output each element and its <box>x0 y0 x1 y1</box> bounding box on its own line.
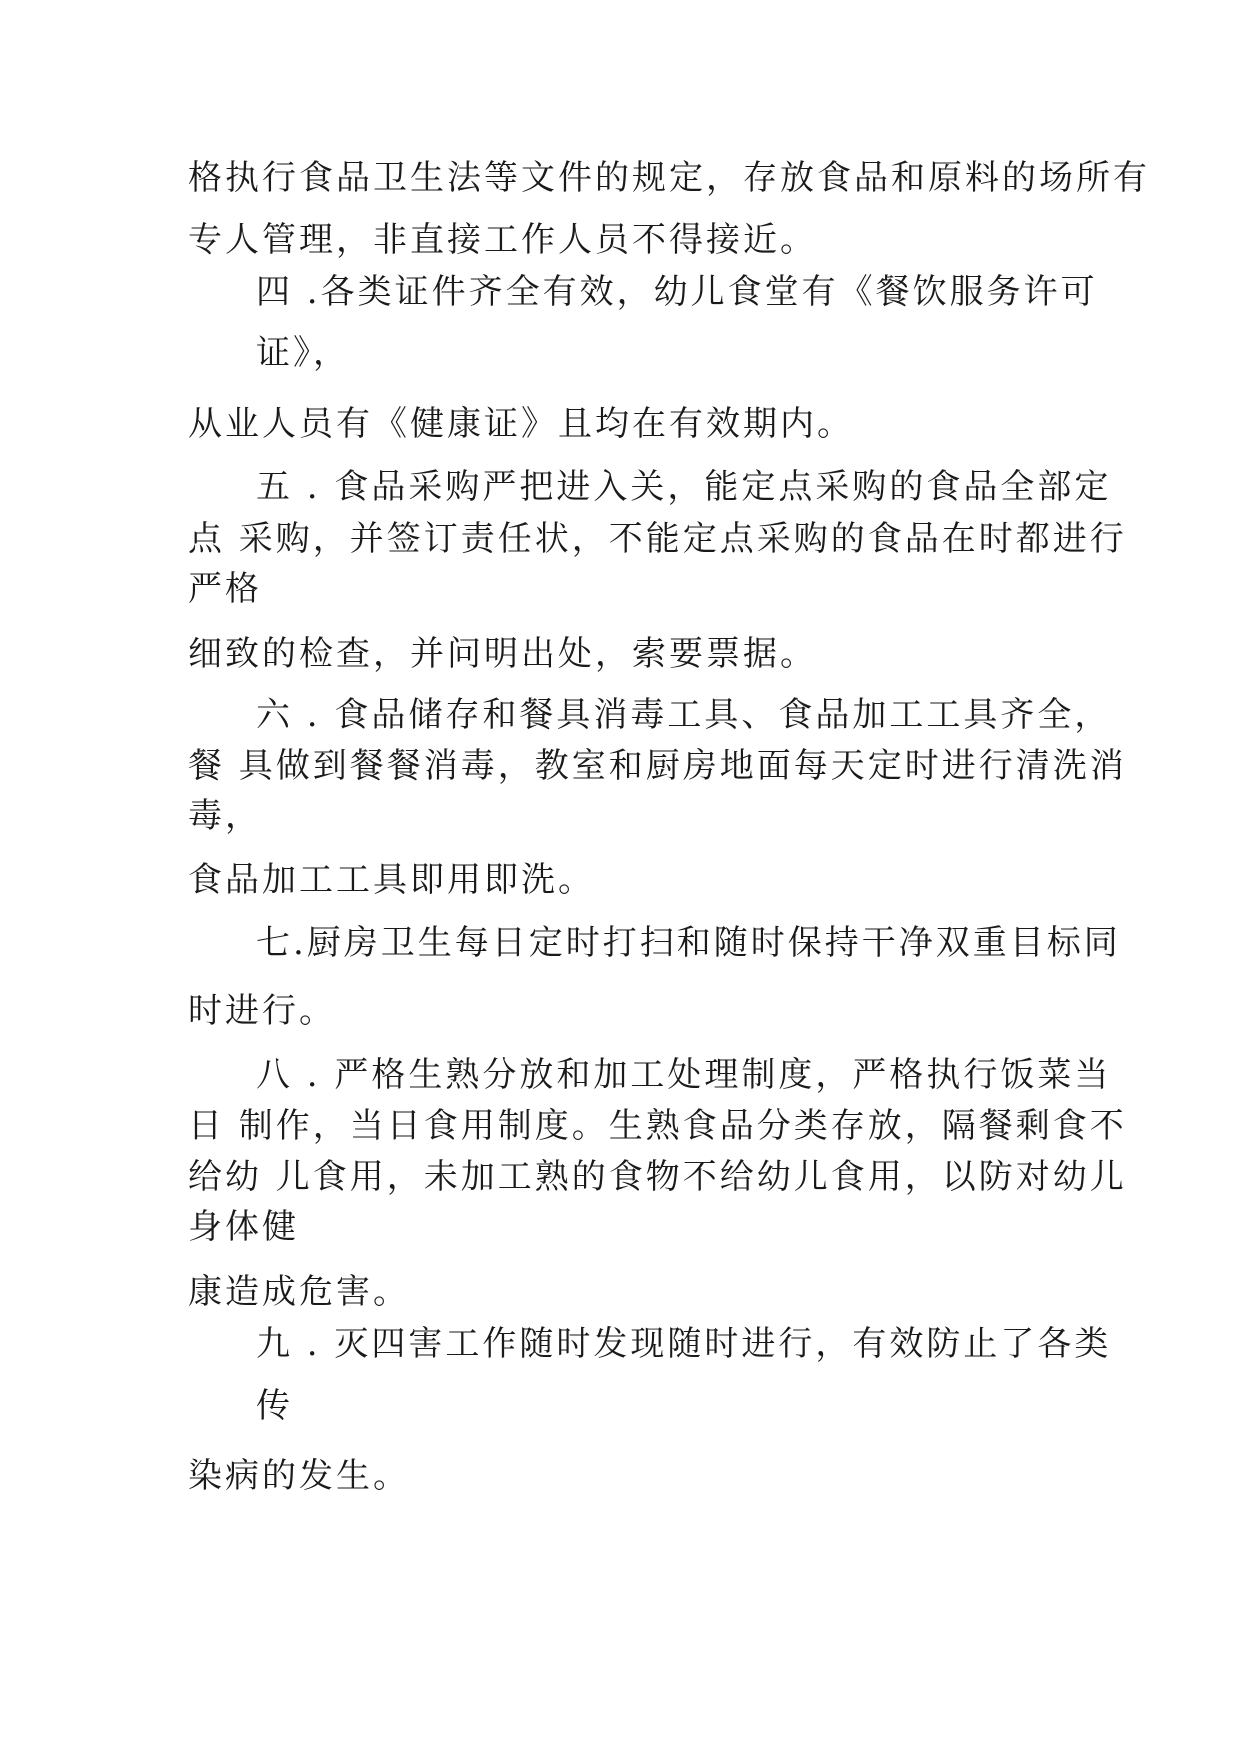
text-line: 传 <box>256 1386 293 1426</box>
text-line: 六 . 食品储存和餐具消毒工具、食品加工工具齐全， <box>256 695 1112 735</box>
text-line: 五 . 食品采购严把进入关，能定点采购的食品全部定 <box>256 467 1112 507</box>
text-line: 餐 具做到餐餐消毒，教室和厨房地面每天定时进行清洗消 <box>188 746 1127 786</box>
text-line: 证》， <box>256 333 350 373</box>
text-line: 四 .各类证件齐全有效，幼儿食堂有《餐饮服务许可 <box>256 272 1098 312</box>
text-line: 专人管理，非直接工作人员不得接近。 <box>188 220 817 260</box>
text-line: 食品加工工具即用即洗。 <box>188 860 595 900</box>
text-line: 细致的检查，并问明出处，索要票据。 <box>188 634 817 674</box>
text-line: 康造成危害。 <box>188 1272 410 1312</box>
text-line: 格执行食品卫生法等文件的规定，存放食品和原料的场所有 <box>188 158 1150 198</box>
text-line: 毒， <box>188 796 262 836</box>
text-line: 七.厨房卫生每日定时打扫和随时保持干净双重目标同 <box>256 923 1121 963</box>
text-line: 给幼 儿食用，未加工熟的食物不给幼儿食用，以防对幼儿 <box>188 1157 1127 1197</box>
text-line: 从业人员有《健康证》且均在有效期内。 <box>188 404 854 444</box>
text-line: 身体健 <box>188 1207 299 1247</box>
text-line: 染病的发生。 <box>188 1456 410 1496</box>
text-line: 八 . 严格生熟分放和加工处理制度，严格执行饭菜当 <box>256 1055 1112 1095</box>
text-line: 时进行。 <box>188 991 336 1031</box>
text-line: 九 . 灭四害工作随时发现随时进行，有效防止了各类 <box>256 1324 1112 1364</box>
text-line: 严格 <box>188 569 262 609</box>
text-line: 日 制作，当日食用制度。生熟食品分类存放，隔餐剩食不 <box>188 1106 1127 1146</box>
text-line: 点 采购，并签订责任状，不能定点采购的食品在时都进行 <box>188 519 1127 559</box>
